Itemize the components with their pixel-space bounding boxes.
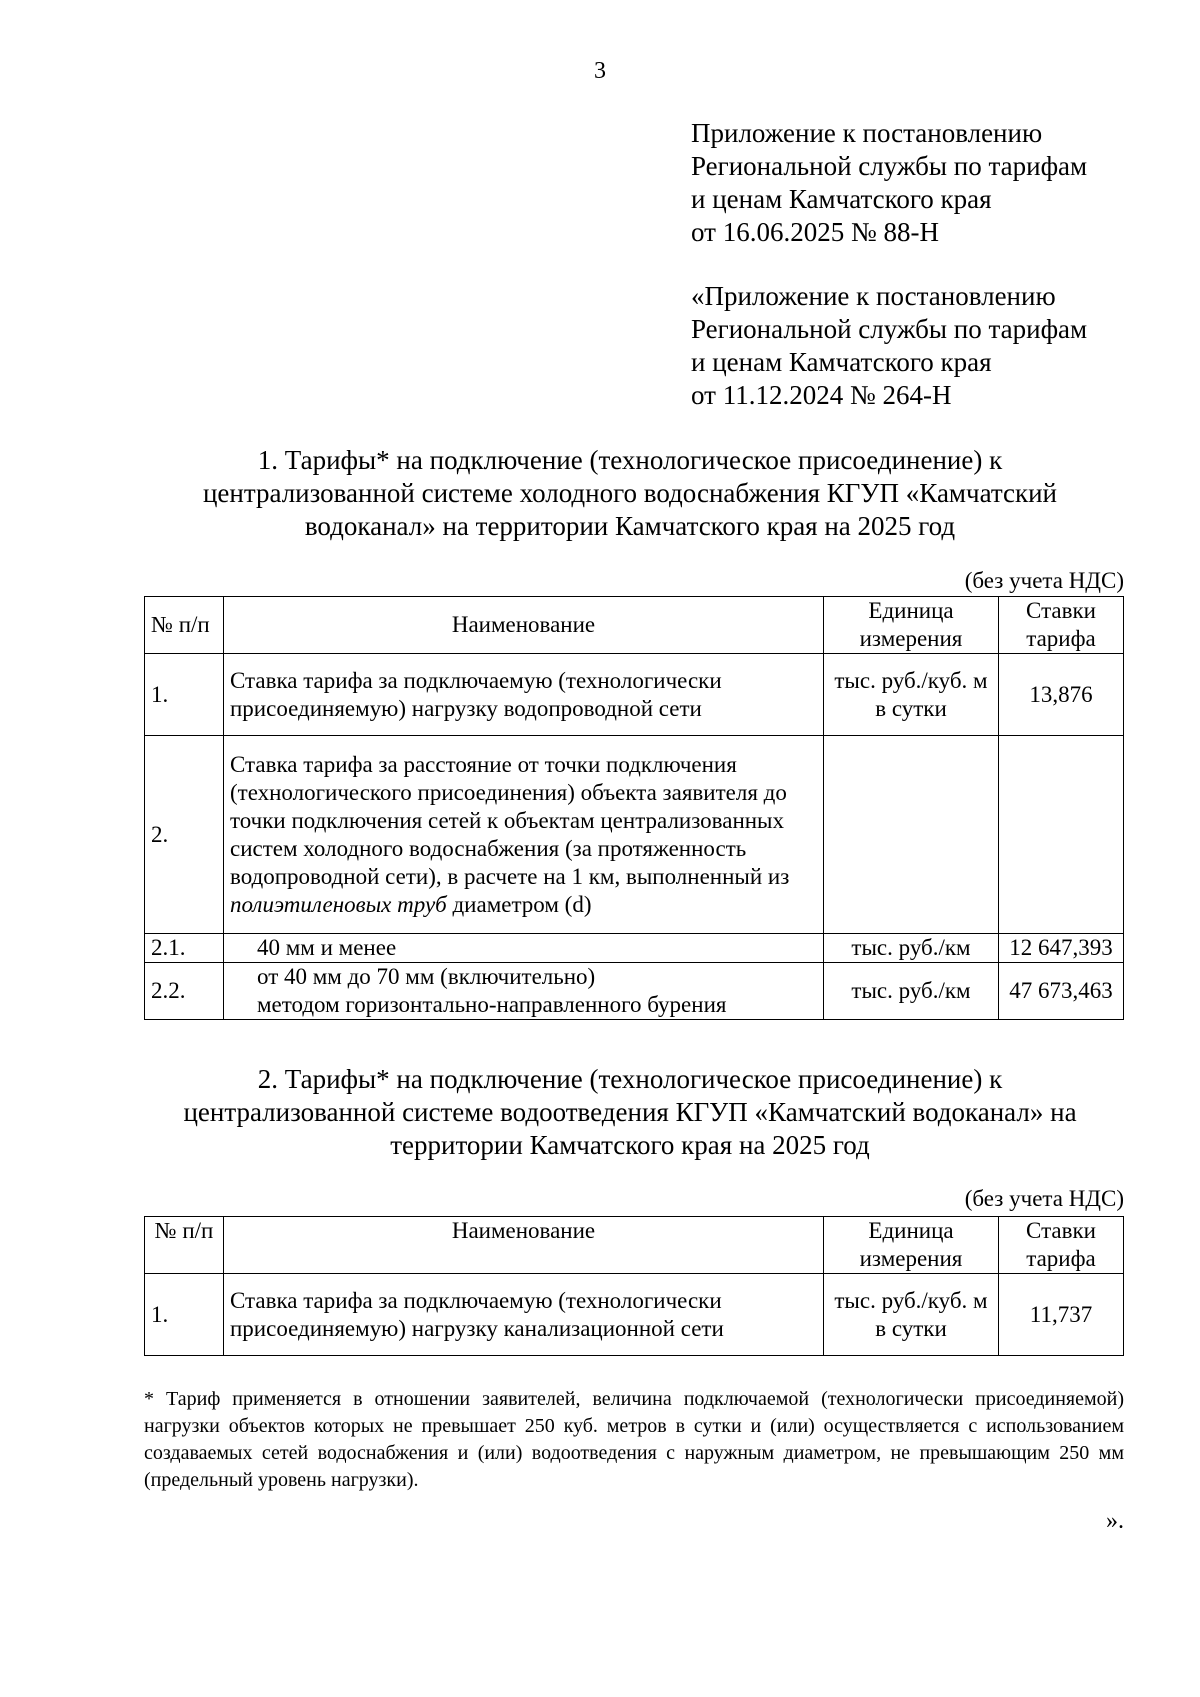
page-number: 3 <box>594 58 606 84</box>
section1-tariff-table <box>144 596 1124 1020</box>
section2-title-line: централизованной системе водоотведения КГУП «Камчатский водоканал» на <box>183 1097 1077 1127</box>
row-num: 1. <box>145 654 224 736</box>
row-name-line: от 40 мм до 70 мм (включительно) <box>257 964 596 989</box>
column-header-unit: Единица измерения <box>824 597 999 654</box>
approval-line: «Приложение к постановлению <box>691 281 1056 311</box>
row-num: 1. <box>145 1274 224 1356</box>
approval-line: Региональной службы по тарифам <box>691 151 1088 181</box>
table-row <box>145 963 1124 1020</box>
table-header-row <box>145 1217 1124 1274</box>
section2-title <box>130 1063 1130 1162</box>
row-unit: тыс. руб./куб. м в сутки <box>824 654 999 736</box>
section1-vat-note: (без учета НДС) <box>964 568 1124 593</box>
closing-quote-mark: ». <box>1106 1508 1124 1534</box>
table-row <box>145 1274 1124 1356</box>
approval-line: и ценам Камчатского края <box>691 347 992 377</box>
approval-line: Региональной службы по тарифам <box>691 314 1088 344</box>
approval-line: и ценам Камчатского края <box>691 184 992 214</box>
approval-line: от 11.12.2024 № 264-Н <box>691 380 952 410</box>
row-name-italic: полиэтиленовых труб <box>230 891 447 917</box>
row-name: Ставка тарифа за подключаемую (технологически присоединяемую) нагрузку водопроводной сети <box>224 654 824 736</box>
column-header-num: № п/п <box>145 597 224 654</box>
section1-title-line: централизованной системе холодного водоснабжения КГУП «Камчатский <box>202 478 1058 508</box>
row-unit: тыс. руб./км <box>824 963 999 1020</box>
section2-title-line: 2. Тарифы* на подключение (технологическое присоединение) к <box>257 1064 1003 1094</box>
row-name: Ставка тарифа за подключаемую (технологически присоединяемую) нагрузку канализационной сети <box>224 1274 824 1356</box>
column-header-name: Наименование <box>224 1217 824 1274</box>
section2-title-line: территории Камчатского края на 2025 год <box>390 1130 870 1160</box>
section1-title-line: водоканал» на территории Камчатского края на 2025 год <box>304 511 956 541</box>
table-row <box>145 654 1124 736</box>
column-header-rate: Ставки тарифа <box>999 1217 1124 1274</box>
column-header-num: № п/п <box>145 1217 224 1274</box>
column-header-rate: Ставки тарифа <box>999 597 1124 654</box>
approval-line: Приложение к постановлению <box>691 118 1043 148</box>
row-num: 2.2. <box>145 963 224 1020</box>
row-name <box>224 736 824 934</box>
row-unit <box>824 736 999 934</box>
row-name-suffix: диаметром (d) <box>446 891 592 917</box>
row-num: 2. <box>145 736 224 934</box>
row-name-line: методом горизонтально-направленного бурения <box>257 992 727 1017</box>
row-name: 40 мм и менее <box>224 934 824 963</box>
row-num: 2.1. <box>145 934 224 963</box>
row-rate: 13,876 <box>999 654 1124 736</box>
table-header-row <box>145 597 1124 654</box>
section1-title <box>130 444 1130 543</box>
row-unit: тыс. руб./км <box>824 934 999 963</box>
section2-tariff-table <box>144 1216 1124 1356</box>
approval-line: от 16.06.2025 № 88-Н <box>691 217 939 247</box>
row-rate: 11,737 <box>999 1274 1124 1356</box>
row-rate <box>999 736 1124 934</box>
approval-block-current <box>691 117 1087 249</box>
column-header-name: Наименование <box>224 597 824 654</box>
approval-block-previous <box>691 280 1087 412</box>
row-rate: 12 647,393 <box>999 934 1124 963</box>
section1-title-line: 1. Тарифы* на подключение (технологическое присоединение) к <box>257 445 1003 475</box>
row-unit: тыс. руб./куб. м в сутки <box>824 1274 999 1356</box>
row-name-prefix: Ставка тарифа за расстояние от точки подключения (технологического присоединения) объекта заявителя до точки подключения сетей к объектам централизованных систем холодного водоснабжения (за протяженность водопроводной сети), в расчете на 1 км, выполненный из <box>230 751 790 889</box>
table-row <box>145 736 1124 934</box>
column-header-unit: Единица измерения <box>824 1217 999 1274</box>
row-rate: 47 673,463 <box>999 963 1124 1020</box>
table-row <box>145 934 1124 963</box>
section2-vat-note: (без учета НДС) <box>964 1186 1124 1211</box>
footnote: * Тариф применяется в отношении заявителей, величина подключаемой (технологически присоединяемой) нагрузки объектов которых не превышает 250 куб. метров в сутки и (или) осуществляется с использованием создаваемых сетей водоснабжения и (или) водоотведения с наружным диаметром, не превышающим 250 мм (предельный уровень нагрузки). <box>144 1388 1124 1491</box>
row-name <box>224 963 824 1020</box>
